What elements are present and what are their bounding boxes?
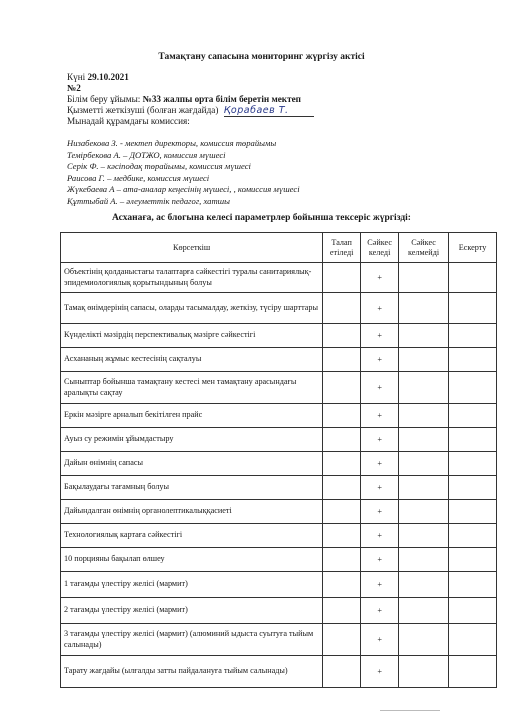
row-note (449, 293, 497, 324)
row-note (449, 500, 497, 524)
row-noncompliant (399, 263, 449, 293)
row-compliant: + (361, 524, 399, 548)
commission-members (67, 138, 300, 208)
row-note (449, 656, 497, 688)
row-compliant: + (361, 263, 399, 293)
table-row (61, 452, 497, 476)
row-compliant: + (361, 548, 399, 572)
row-note (449, 452, 497, 476)
table-header-row (61, 233, 497, 263)
row-param: Технологиялық картаға сәйкестігі (61, 524, 323, 548)
row-required (323, 656, 361, 688)
table-row (61, 263, 497, 293)
date-value: 29.10.2021 (87, 72, 129, 82)
table-row (61, 624, 497, 656)
member-line: Темірбекова А. – ДОТЖО, комиссия мүшесі (67, 149, 226, 160)
table-row (61, 572, 497, 598)
row-noncompliant (399, 348, 449, 372)
row-noncompliant (399, 372, 449, 404)
row-required (323, 624, 361, 656)
row-required (323, 476, 361, 500)
header-noncompliant: Сәйкес келмейді (399, 233, 449, 263)
row-note (449, 624, 497, 656)
row-param: 1 тағамды үлестіру желісі (мармит) (61, 572, 323, 598)
row-required (323, 548, 361, 572)
row-noncompliant (399, 428, 449, 452)
supplier-handwritten: Қорабаев Т. (223, 105, 289, 116)
row-note (449, 404, 497, 428)
commission-label: Мынадай құрамдағы комиссия: (67, 116, 190, 126)
member-line: Құттыбай А. – әлеуметтік педагог, хатшы (67, 195, 230, 206)
row-param: 3 тағамды үлестіру желісі (мармит) (алюминий ыдыста суытуға тыйым салынады) (61, 624, 323, 656)
row-compliant: + (361, 293, 399, 324)
row-required (323, 324, 361, 348)
header-indicator: Көрсеткіш (61, 233, 323, 263)
row-compliant: + (361, 404, 399, 428)
date-label: Күні (67, 72, 86, 82)
row-note (449, 428, 497, 452)
row-note (449, 263, 497, 293)
act-number: №2 (67, 83, 81, 93)
row-note (449, 324, 497, 348)
member-line: Серік Ф. – кәсіподақ төрайымы, комиссия мүшесі (67, 161, 251, 172)
org-line (67, 94, 301, 105)
row-compliant: + (361, 452, 399, 476)
row-note (449, 372, 497, 404)
row-required (323, 372, 361, 404)
number-line (67, 83, 81, 94)
row-compliant: + (361, 476, 399, 500)
row-noncompliant (399, 500, 449, 524)
table-row (61, 348, 497, 372)
member-line: Жүкебаева А – ата-аналар кеңесінің мүшесі, , комиссия мүшесі (67, 184, 300, 195)
inspection-subtitle: Асханаға, ас блогына келесі параметрлер бойынша тексеріс жүргізді: (112, 213, 411, 223)
header-required: Талап етіледі (323, 233, 361, 263)
document-title: Тамақтану сапасына мониторинг жүргізу актісі (158, 52, 365, 62)
row-required (323, 452, 361, 476)
row-compliant: + (361, 598, 399, 624)
row-compliant: + (361, 324, 399, 348)
row-required (323, 572, 361, 598)
row-noncompliant (399, 572, 449, 598)
row-note (449, 348, 497, 372)
row-note (449, 476, 497, 500)
row-compliant: + (361, 428, 399, 452)
supplier-label: Қызметті жеткізуші (болған жағдайда) (67, 105, 219, 115)
row-required (323, 524, 361, 548)
row-compliant: + (361, 572, 399, 598)
row-param: Сыныптар бойынша тамақтану кестесі мен тамақтану арасындағы аралықты сақтау (61, 372, 323, 404)
row-param: Дайындалған өнімнің органолептикалыққасиеті (61, 500, 323, 524)
table-row (61, 476, 497, 500)
row-note (449, 548, 497, 572)
row-noncompliant (399, 656, 449, 688)
inspection-table (60, 232, 497, 688)
row-noncompliant (399, 452, 449, 476)
table-row (61, 404, 497, 428)
table-row (61, 524, 497, 548)
table-row (61, 500, 497, 524)
header-compliant: Сәйкес келеді (361, 233, 399, 263)
row-noncompliant (399, 324, 449, 348)
table-row (61, 548, 497, 572)
row-required (323, 428, 361, 452)
row-required (323, 293, 361, 324)
header-note: Ескерту (449, 233, 497, 263)
commission-line (67, 116, 190, 127)
row-param: Дайын өнімнің сапасы (61, 452, 323, 476)
org-value: №33 жалпы орта білім беретін мектеп (142, 94, 301, 104)
table-row (61, 428, 497, 452)
row-compliant: + (361, 656, 399, 688)
member-line: Раисова Г. – медбике, комиссия мүшесі (67, 172, 210, 183)
row-noncompliant (399, 476, 449, 500)
row-noncompliant (399, 524, 449, 548)
row-noncompliant (399, 598, 449, 624)
table-row (61, 293, 497, 324)
table-row (61, 324, 497, 348)
row-note (449, 572, 497, 598)
row-param: Күнделікті мәзірдің перспективалық мәзірге сәйкестігі (61, 324, 323, 348)
row-required (323, 500, 361, 524)
table-row (61, 372, 497, 404)
row-noncompliant (399, 624, 449, 656)
row-compliant: + (361, 348, 399, 372)
row-note (449, 598, 497, 624)
row-param: 10 порцияны бақылап өлшеу (61, 548, 323, 572)
row-param: Объектінің қолданыстағы талаптарға сәйкестігі туралы санитариялық-эпидемиологиялық қорытындының болуы (61, 263, 323, 293)
row-compliant: + (361, 500, 399, 524)
row-noncompliant (399, 404, 449, 428)
row-param: Тамақ өнімдерінің сапасы, оларды тасымалдау, жеткізу, түсіру шарттары (61, 293, 323, 324)
row-required (323, 263, 361, 293)
row-noncompliant (399, 548, 449, 572)
row-note (449, 524, 497, 548)
date-line (67, 72, 129, 83)
supplier-field (224, 105, 314, 117)
org-label: Білім беру ұйымы: (67, 94, 141, 104)
row-param: Асхананың жұмыс кестесінің сақталуы (61, 348, 323, 372)
row-compliant: + (361, 372, 399, 404)
row-param: Еркін мәзірге арналып бекітілген прайс (61, 404, 323, 428)
row-noncompliant (399, 293, 449, 324)
table-row (61, 598, 497, 624)
table-row (61, 656, 497, 688)
row-required (323, 598, 361, 624)
scan-artifact-line (380, 710, 440, 711)
row-required (323, 348, 361, 372)
row-param: Тарату жағдайы (ылғалды затты пайдалануға тыйым салынады) (61, 656, 323, 688)
row-param: Бақылаудағы тағамның болуы (61, 476, 323, 500)
row-param: Ауыз су режимін ұйымдастыру (61, 428, 323, 452)
row-required (323, 404, 361, 428)
member-line: Низабекова З. - мектеп директоры, комиссия төрайымы (67, 138, 277, 148)
row-compliant: + (361, 624, 399, 656)
row-param: 2 тағамды үлестіру желісі (мармит) (61, 598, 323, 624)
